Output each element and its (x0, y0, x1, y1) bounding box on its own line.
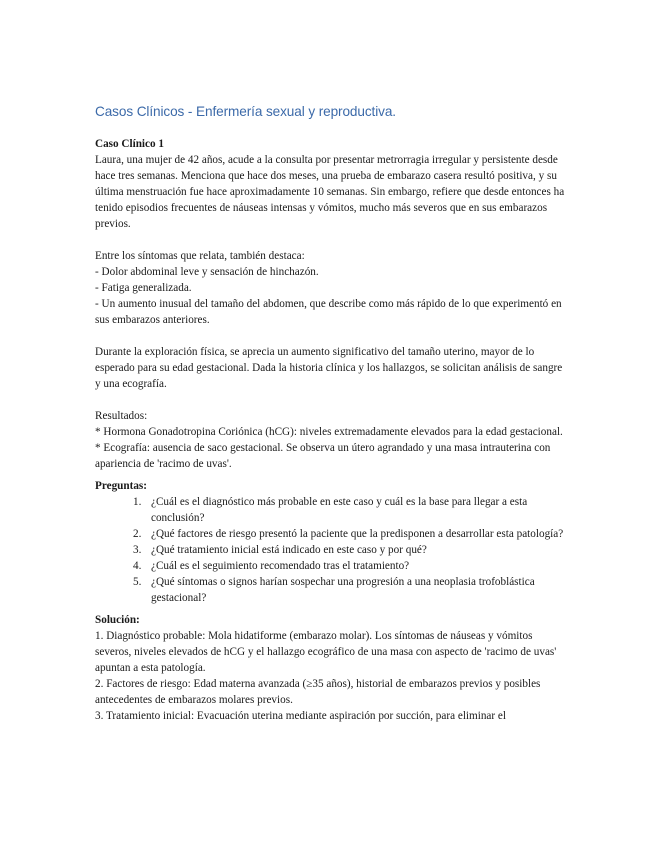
question-number: 4. (133, 560, 142, 572)
question-text: ¿Cuál es el seguimiento recomendado tras el tratamiento? (151, 560, 410, 572)
solution-heading: Solución: (95, 614, 140, 626)
solution-item: 3. Tratamiento inicial: Evacuación uterina mediante aspiración por succión, para eliminar el (95, 710, 506, 722)
question-text: ¿Qué tratamiento inicial está indicado en este caso y por qué? (151, 544, 427, 556)
question-number: 2. (133, 528, 142, 540)
question-item (95, 558, 565, 574)
result-item: * Ecografía: ausencia de saco gestacional. Se observa un útero agrandado y una masa intrauterina con apariencia de 'racimo de uvas'. (95, 442, 551, 470)
case-heading: Caso Clínico 1 (95, 138, 164, 150)
solution-item: 1. Diagnóstico probable: Mola hidatiforme (embarazo molar). Los síntomas de náuseas y vómitos severos, niveles elevados de hCG y el hallazgo ecográfico de una masa con aspecto de 'racimo de uvas' apuntan a esta patología. (95, 630, 557, 674)
question-number: 5. (133, 576, 142, 588)
symptoms-intro: Entre los síntomas que relata, también destaca: (95, 250, 305, 262)
exam-paragraph: Durante la exploración física, se aprecia un aumento significativo del tamaño uterino, mayor de lo esperado para su edad gestacional. Dada la historia clínica y los hallazgos, se solicitan análisis de sangre y una ecografía. (95, 346, 563, 390)
result-item: * Hormona Gonadotropina Coriónica (hCG): niveles extremadamente elevados para la edad gestacional. (95, 426, 563, 438)
results-heading: Resultados: (95, 410, 148, 422)
question-item (95, 494, 565, 526)
intro-paragraph: Laura, una mujer de 42 años, acude a la consulta por presentar metrorragia irregular y persistente desde hace tres semanas. Menciona que hace dos meses, una prueba de embarazo casera resultó positiva, y su última menstruación fue hace aproximadamente 10 semanas. Sin embargo, refiere que desde entonces ha tenido episodios frecuentes de náuseas intensas y vómitos, mucho más severos que en sus embarazos previos. (95, 154, 565, 230)
solution-item: 2. Factores de riesgo: Edad materna avanzada (≥35 años), historial de embarazos previos y posibles antecedentes de embarazos molares previos. (95, 678, 541, 706)
question-item (95, 526, 565, 542)
document-title: Casos Clínicos - Enfermería sexual y reproductiva. (95, 104, 396, 119)
question-number: 3. (133, 544, 142, 556)
question-item (95, 574, 565, 606)
question-text: ¿Qué síntomas o signos harían sospechar una progresión a una neoplasia trofoblástica gestacional? (151, 576, 535, 604)
symptom-item: - Fatiga generalizada. (95, 282, 192, 294)
questions-list (95, 494, 565, 606)
symptom-item: - Un aumento inusual del tamaño del abdomen, que describe como más rápido de lo que experimentó en sus embarazos anteriores. (95, 298, 562, 326)
question-text: ¿Cuál es el diagnóstico más probable en este caso y cuál es la base para llegar a esta conclusión? (151, 496, 528, 524)
document-page (95, 103, 565, 724)
question-number: 1. (133, 496, 142, 508)
question-text: ¿Qué factores de riesgo presentó la paciente que la predisponen a desarrollar esta patología? (151, 528, 564, 540)
question-item (95, 542, 565, 558)
symptom-item: - Dolor abdominal leve y sensación de hinchazón. (95, 266, 319, 278)
questions-heading: Preguntas: (95, 480, 147, 492)
